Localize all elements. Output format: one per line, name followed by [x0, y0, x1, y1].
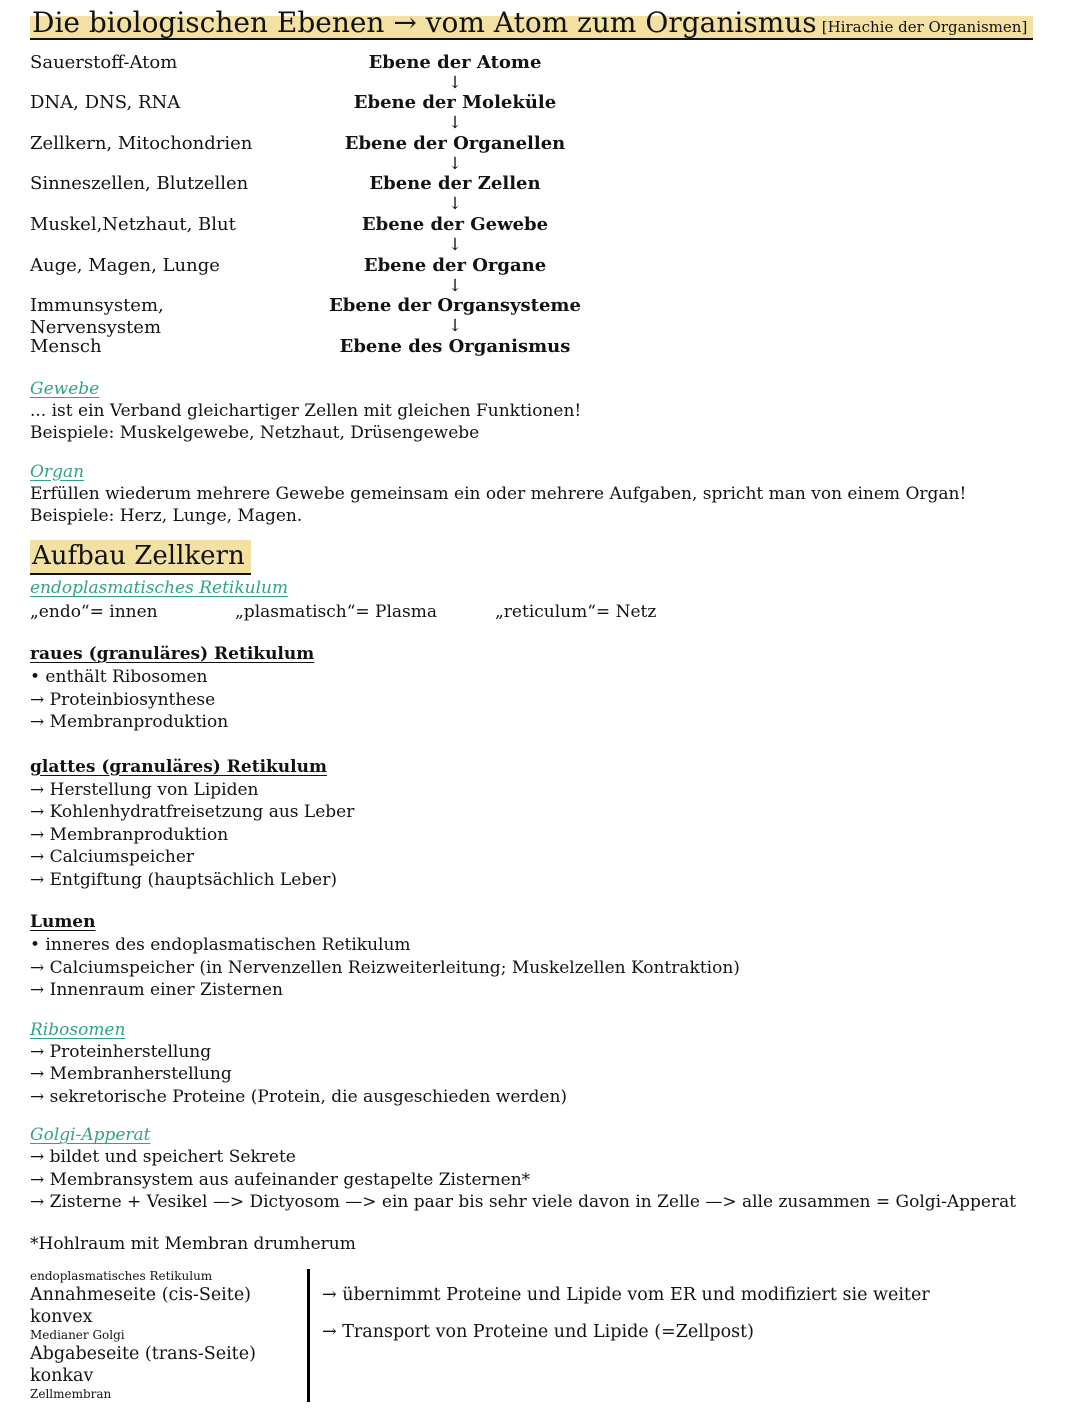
note-line: → Calciumspeicher: [30, 847, 195, 868]
hierarchy-row: [30, 214, 1052, 255]
etymology-plasmatisch: „plasmatisch“= Plasma: [235, 602, 438, 623]
aufbau-heading-text: Aufbau Zellkern: [30, 540, 251, 575]
hierarchy-example: Sinneszellen, Blutzellen: [30, 173, 249, 195]
section-ribosomen: [30, 1020, 1052, 1109]
hierarchy-level: [280, 214, 630, 255]
note-line: → Proteinbiosynthese: [30, 689, 216, 710]
hierarchy-level: [280, 92, 630, 133]
table-label-small: Zellmembran: [30, 1386, 112, 1401]
section-heading-organ: Organ: [30, 461, 85, 482]
hierarchy-level: [280, 173, 630, 214]
er-etymology: [30, 601, 1052, 624]
hierarchy-row: [30, 52, 1052, 93]
note-line: → Herstellung von Lipiden: [30, 779, 259, 800]
note-line: → Membranproduktion: [30, 712, 229, 733]
section-heading-aufbau-zellkern: [30, 540, 1052, 573]
golgi-table-right-column: [310, 1269, 930, 1402]
note-line: → sekretorische Proteine (Protein, die ausgeschieden werden): [30, 1086, 568, 1107]
hierarchy-level-label: Ebene des Organismus: [339, 335, 571, 357]
section-gewebe: [30, 379, 1052, 445]
hierarchy-level-label: Ebene der Organsysteme: [329, 295, 581, 317]
hierarchy-example: DNA, DNS, RNA: [30, 92, 181, 114]
gewebe-examples: Beispiele: Muskelgewebe, Netzhaut, Drüsengewebe: [30, 423, 480, 444]
hierarchy-row: [30, 133, 1052, 174]
organ-definition: Erfüllen wiederum mehrere Gewebe gemeinsam ein oder mehrere Aufgaben, spricht man von einem Organ!: [30, 483, 967, 504]
etymology-reticulum: „reticulum“= Netz: [495, 602, 657, 623]
hierarchy-level: [280, 133, 630, 174]
hierarchy-example: Immunsystem, Nervensystem: [30, 295, 164, 339]
hierarchy-level-label: Ebene der Organe: [363, 254, 547, 276]
note-line: → Membranproduktion: [30, 824, 229, 845]
down-arrow-icon: ↓: [447, 316, 463, 337]
table-label-small: Medianer Golgi: [30, 1327, 125, 1342]
hierarchy-example: Mensch: [30, 335, 102, 357]
section-golgi-apperat: [30, 1125, 1052, 1214]
section-heading-glattes: glattes (granuläres) Retikulum: [30, 756, 327, 777]
table-label-small: endoplasmatisches Retikulum: [30, 1268, 213, 1283]
hierarchy-level: [280, 52, 630, 93]
down-arrow-icon: ↓: [447, 72, 463, 93]
note-line: • enthält Ribosomen: [30, 667, 208, 688]
section-endoplasmatisches-retikulum: [30, 578, 1052, 624]
section-heading-gewebe: Gewebe: [30, 378, 100, 399]
note-line: • inneres des endoplasmatischen Retikulum: [30, 935, 411, 956]
hierarchy-level: [280, 255, 630, 296]
down-arrow-icon: ↓: [447, 275, 463, 296]
page-title: [30, 6, 1052, 40]
hierarchy-example: Sauerstoff-Atom: [30, 51, 178, 73]
hierarchy-level: [280, 336, 630, 360]
hierarchy-row: [30, 336, 1052, 360]
table-label: Abgabeseite (trans-Seite) konkav: [30, 1343, 256, 1386]
table-label: Annahmeseite (cis-Seite) konvex: [30, 1284, 251, 1327]
down-arrow-icon: ↓: [447, 234, 463, 255]
down-arrow-icon: ↓: [447, 113, 463, 134]
hierarchy-example: Zellkern, Mitochondrien: [30, 132, 253, 154]
section-heading-lumen: Lumen: [30, 912, 96, 933]
hierarchy-level-label: Ebene der Gewebe: [361, 213, 549, 235]
hierarchy-diagram: [30, 52, 1052, 360]
gewebe-definition: ... ist ein Verband gleichartiger Zellen mit gleichen Funktionen!: [30, 400, 582, 421]
hierarchy-example: Muskel,Netzhaut, Blut: [30, 213, 236, 235]
hierarchy-example: Auge, Magen, Lunge: [30, 254, 220, 276]
note-line: → Innenraum einer Zisternen: [30, 980, 283, 1001]
table-value: → übernimmt Proteine und Lipide vom ER und modifiziert sie weiter: [322, 1284, 930, 1305]
note-line: → Kohlenhydratfreisetzung aus Leber: [30, 802, 355, 823]
hierarchy-level-label: Ebene der Zellen: [369, 173, 541, 195]
hierarchy-row: [30, 173, 1052, 214]
section-heading-golgi: Golgi-Apperat: [30, 1125, 151, 1146]
table-value: → Transport von Proteine und Lipide (=Zellpost): [322, 1321, 754, 1342]
section-heading-ribosomen: Ribosomen: [30, 1019, 126, 1040]
hierarchy-level: [280, 295, 630, 336]
note-line: → bildet und speichert Sekrete: [30, 1147, 296, 1168]
organ-examples: Beispiele: Herz, Lunge, Magen.: [30, 506, 303, 527]
note-line: → Membranherstellung: [30, 1064, 232, 1085]
section-heading-er: endoplasmatisches Retikulum: [30, 578, 289, 599]
hierarchy-level-label: Ebene der Atome: [368, 51, 542, 73]
etymology-endo: „endo“= innen: [30, 602, 158, 623]
note-line: → Entgiftung (hauptsächlich Leber): [30, 869, 337, 890]
golgi-orientation-table: [30, 1269, 1052, 1402]
hierarchy-level-label: Ebene der Moleküle: [353, 92, 557, 114]
note-line: → Calciumspeicher (in Nervenzellen Reizweiterleitung; Muskelzellen Kontraktion): [30, 957, 740, 978]
title-highlight: [30, 6, 1033, 40]
hierarchy-level-label: Ebene der Organellen: [344, 132, 566, 154]
footnote: *Hohlraum mit Membran drumherum: [30, 1233, 356, 1254]
section-organ: [30, 462, 1052, 528]
down-arrow-icon: ↓: [447, 153, 463, 174]
note-line: → Zisterne + Vesikel —> Dictyosom —> ein paar bis sehr viele davon in Zelle —> alle zusammen = Golgi-Apperat: [30, 1192, 1017, 1213]
golgi-table-left-column: [30, 1269, 307, 1402]
hierarchy-row: [30, 255, 1052, 296]
section-heading-raues: raues (granuläres) Retikulum: [30, 644, 315, 665]
page-title-annotation: [Hirachie der Organismen]: [821, 18, 1028, 36]
note-line: → Membransystem aus aufeinander gestapelte Zisternen*: [30, 1169, 531, 1190]
hierarchy-row: [30, 295, 1052, 339]
hierarchy-row: [30, 92, 1052, 133]
page-title-text: Die biologischen Ebenen → vom Atom zum Organismus: [32, 6, 817, 39]
section-lumen: [30, 911, 1052, 1002]
note-line: → Proteinherstellung: [30, 1041, 212, 1062]
section-raues-retikulum: [30, 643, 1052, 734]
section-glattes-retikulum: [30, 756, 1052, 892]
down-arrow-icon: ↓: [447, 194, 463, 215]
